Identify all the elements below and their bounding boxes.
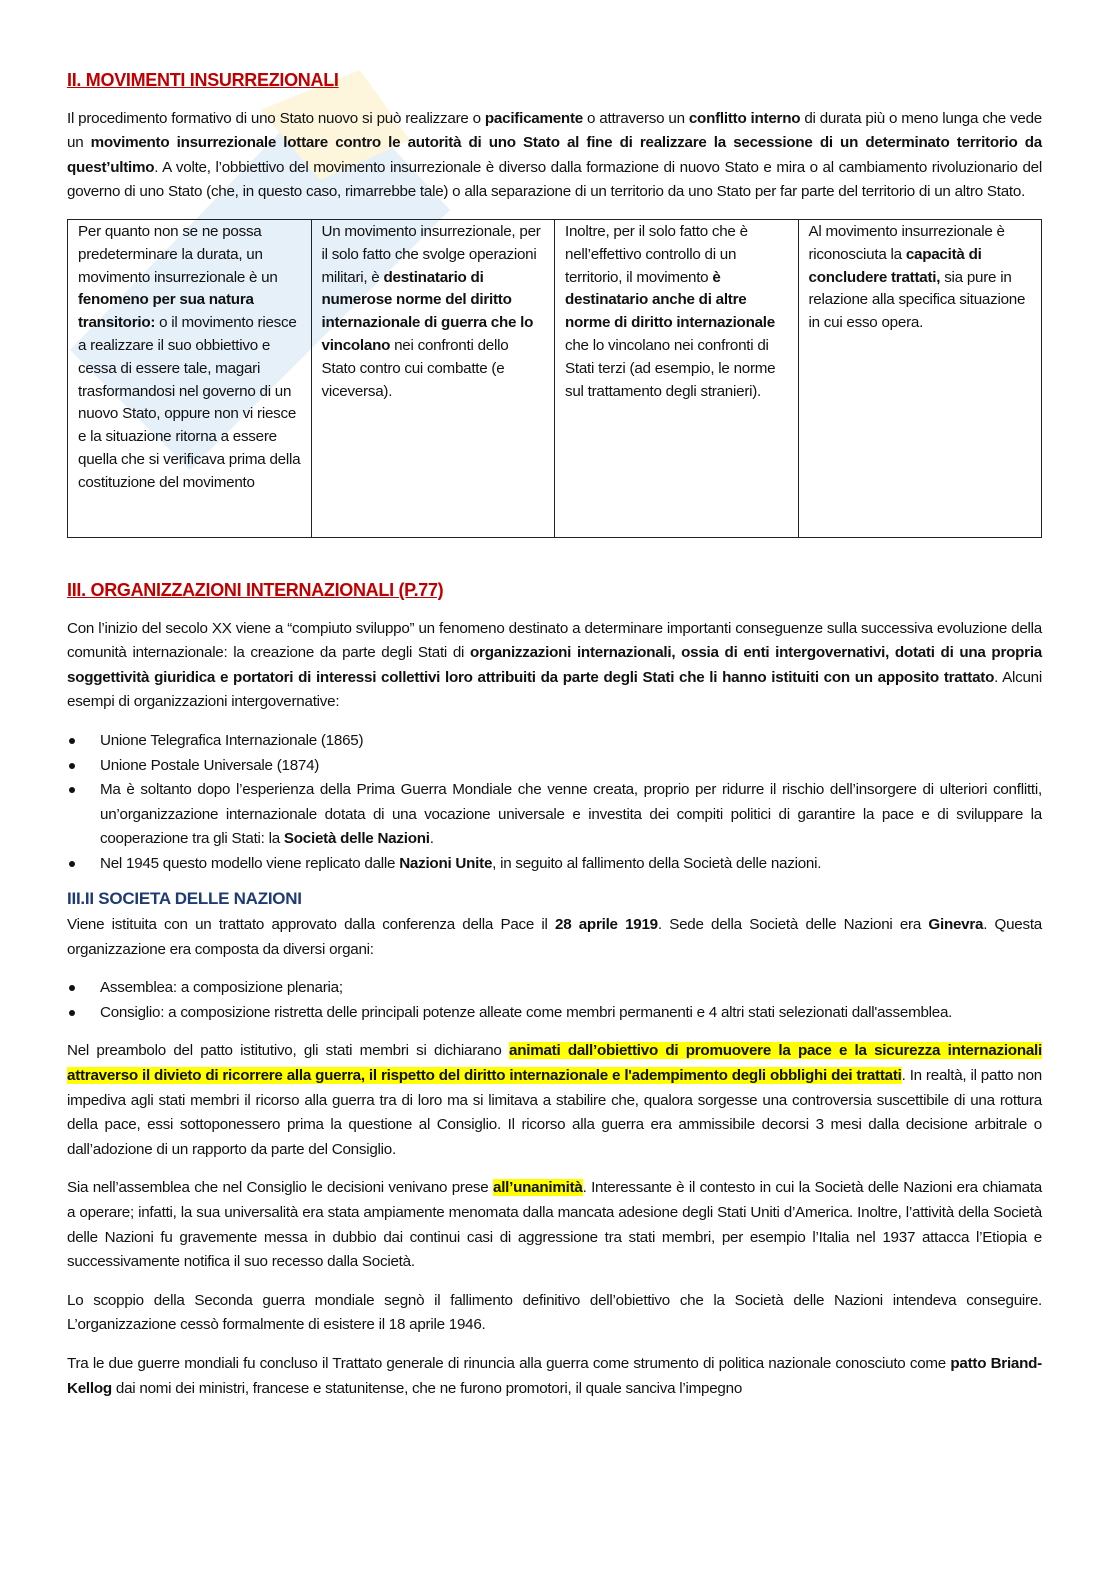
paragraph-intro-organizzazioni bbox=[67, 617, 1042, 715]
bold-text: destinatario di numerose norme del diritto internazionale di guerra che lo vincolano bbox=[321, 268, 534, 354]
text-run: Sia nell’assemblea che nel Consiglio le decisioni venivano prese bbox=[67, 1179, 493, 1197]
text-run: Assemblea: a composizione plenaria; bbox=[100, 979, 343, 997]
list-item bbox=[67, 1001, 1042, 1026]
text-run: Nel 1945 questo modello viene replicato dalle bbox=[100, 854, 400, 872]
text-run: Unione Telegrafica Internazionale (1865) bbox=[100, 731, 364, 749]
subsection-title-societa-delle-nazioni: III.II SOCIETA DELLE NAZIONI bbox=[67, 888, 302, 908]
text-run: Con l’inizio del secolo XX viene a “compiuto sviluppo” un fenomeno destinato a determinare importanti conseguenze sulla successiva evoluzione della comunità internazionale: la creazione da parte degli Stati di bbox=[67, 619, 1042, 662]
bold-text: conflitto interno bbox=[688, 109, 801, 127]
bold-text: organizzazioni internazionali, ossia di enti intergovernativi, dotati di una propria soggettività giuridica e portatori di interessi collettivi loro attribuiti da parte degli Stati che li hanno istituiti con un apposito trattato bbox=[67, 644, 1043, 686]
text-run: che lo vincolano nei confronti di Stati terzi (ad esempio, le norme sul trattamento degli stranieri). bbox=[565, 336, 776, 400]
bold-text: patto Briand-Kellog bbox=[67, 1355, 1042, 1397]
text-run: Unione Postale Universale (1874) bbox=[100, 756, 320, 774]
table-cell bbox=[555, 219, 799, 537]
bold-text: Nazioni Unite bbox=[399, 854, 493, 872]
text-run: di durata più o meno lunga che vede un bbox=[67, 109, 1042, 152]
text-run: Ma è soltanto dopo l’esperienza della Prima Guerra Mondiale che venne creata, proprio per ridurre il rischio dell’insorgere di ulteriori conflitti, un’organizzazione internazionale dotata di una vocazione universale e investita dei compiti politici di garantire la pace e di sviluppare la cooperazione tra gli Stati: la bbox=[100, 781, 1042, 848]
table-cell bbox=[68, 219, 312, 537]
bold-text: Ginevra bbox=[928, 916, 984, 934]
text-run: Al movimento insurrezionale è riconosciuta la bbox=[808, 222, 1005, 263]
bold-text: fenomeno per sua natura transitorio: bbox=[78, 291, 254, 332]
list-item bbox=[67, 778, 1042, 852]
highlighted-text: animati dall’obiettivo di promuovere la pace e la sicurezza internazionali attraverso il divieto di ricorrere alla guerra, il rispetto del diritto internazionale e l'adempimento degli obblighi dei trattati bbox=[67, 1042, 1042, 1085]
bold-text: pacificamente bbox=[484, 109, 583, 127]
text-run: . In realtà, il patto non impediva agli stati membri il ricorso alla guerra tra di loro ma si limitava a stabilire che, qualora sorgesse una controversia suscettibile di una rottura della pace, essi sottoponessero prima la questione al Consiglio. Il ricorso alla guerra era ammissibile decorsi 3 mesi dalla decisione arbitrale o dall’adozione di un rapporto da parte del Consiglio. bbox=[67, 1067, 1043, 1158]
text-run: Un movimento insurrezionale, per il solo fatto che svolge operazioni militari, è bbox=[321, 222, 541, 286]
text-run: Viene istituita con un trattato approvato dalla conferenza della Pace il bbox=[67, 916, 555, 934]
bold-text: 28 aprile 1919 bbox=[555, 916, 658, 934]
paragraph-briand-kellog bbox=[67, 1352, 1042, 1401]
text-run: Consiglio: a composizione ristretta delle principali potenze alleate come membri permanenti e 4 altri stati selezionati dall'assemblea. bbox=[100, 1003, 953, 1021]
text-run: Lo scoppio della Seconda guerra mondiale segnò il fallimento definitivo dell’obiettivo che la Società delle Nazioni intendeva conseguire. L’organizzazione cessò formalmente di esistere il 18 aprile 1946. bbox=[67, 1291, 1042, 1334]
bold-text: è destinatario anche di altre norme di diritto internazionale bbox=[565, 268, 775, 332]
paragraph-unanimita bbox=[67, 1176, 1042, 1274]
text-run: Il procedimento formativo di uno Stato nuovo si può realizzare o bbox=[67, 109, 485, 127]
text-run: . Alcuni esempi di organizzazioni intergovernative: bbox=[67, 668, 1042, 711]
text-run: . A volte, l’obbiettivo del movimento insurrezionale è diverso dalla formazione di nuovo Stato e mira o al cambiamento rivoluzionario del governo di uno Stato (che, in questo caso, rimarrebbe tale) o alla separazione di un territorio da uno Stato per far parte del territorio di un altro Stato. bbox=[67, 158, 1042, 201]
paragraph-istituzione bbox=[67, 913, 1042, 962]
text-run: o il movimento riesce a realizzare il suo obbiettivo e cessa di essere tale, magari trasformandosi nel governo di un nuovo Stato, oppure non vi riesce e la situazione ritorna a essere quella che si verificava prima della costituzione del movimento bbox=[78, 314, 301, 491]
list-item bbox=[67, 754, 1042, 779]
paragraph-seconda-guerra bbox=[67, 1289, 1042, 1338]
text-run: . bbox=[429, 830, 434, 848]
text-run: Per quanto non se ne possa predeterminare la durata, un movimento insurrezionale è un bbox=[78, 222, 278, 286]
table-cell bbox=[798, 219, 1042, 537]
list-item bbox=[67, 852, 1042, 877]
list-item bbox=[67, 976, 1042, 1001]
paragraph-preambolo bbox=[67, 1039, 1042, 1162]
text-run: sia pure in relazione alla specifica situazione in cui esso opera. bbox=[808, 268, 1026, 332]
text-run: , in seguito al fallimento della Società delle nazioni. bbox=[492, 854, 822, 872]
list-item bbox=[67, 729, 1042, 754]
bold-text: Società delle Nazioni bbox=[283, 830, 430, 848]
table-row bbox=[68, 219, 1042, 537]
section-title-movimenti-insurrezionali: II. MOVIMENTI INSURREZIONALI bbox=[67, 70, 339, 90]
bold-text: movimento insurrezionale lottare contro le autorità di uno Stato al fine di realizzare la secessione di un determinato territorio da quest’ultimo bbox=[67, 134, 1042, 176]
document-page bbox=[67, 68, 1042, 1415]
paragraph-intro-movimenti bbox=[67, 107, 1042, 205]
text-run: . Interessante è il contesto in cui la Società delle Nazioni era chiamata a operare; infatti, la sua universalità era stata ampiamente menomata dalla mancata adesione degli Stati Uniti d’America. Inoltre, l’attività della Società delle Nazioni fu gravemente messa in dubbio dai continui casi di aggressione tra stati membri, per esempio l’Italia nel 1937 attacca l’Etiopia e successivamente notifica il suo recesso dalla Società. bbox=[67, 1179, 1042, 1271]
text-run: Inoltre, per il solo fatto che è nell’effettivo controllo di un territorio, il movimento bbox=[565, 222, 748, 286]
text-run: Tra le due guerre mondiali fu concluso il Trattato generale di rinuncia alla guerra come strumento di politica nazionale conosciuto come bbox=[67, 1355, 951, 1372]
text-run: Nel preambolo del patto istitutivo, gli stati membri si dichiarano bbox=[67, 1042, 510, 1060]
bullet-list-organi bbox=[67, 976, 1042, 1025]
insurrectional-movements-table bbox=[67, 219, 1042, 538]
table-cell bbox=[311, 219, 555, 537]
text-run: o attraverso un bbox=[582, 109, 689, 127]
section-title-organizzazioni-internazionali: III. ORGANIZZAZIONI INTERNAZIONALI (P.77) bbox=[67, 579, 444, 600]
bold-text: capacità di concludere trattati, bbox=[808, 245, 982, 286]
bullet-list-organizzazioni bbox=[67, 729, 1042, 877]
text-run: . Sede della Società delle Nazioni era bbox=[657, 916, 929, 934]
text-run: dai nomi dei ministri, francese e statunitense, che ne furono promotori, il quale sanciva l’impegno bbox=[111, 1379, 743, 1397]
text-run: . Questa organizzazione era composta da diversi organi: bbox=[67, 916, 1042, 958]
highlighted-text: all’unanimità bbox=[493, 1179, 583, 1197]
text-run: nei confronti dello Stato contro cui combatte (e viceversa). bbox=[321, 336, 509, 400]
